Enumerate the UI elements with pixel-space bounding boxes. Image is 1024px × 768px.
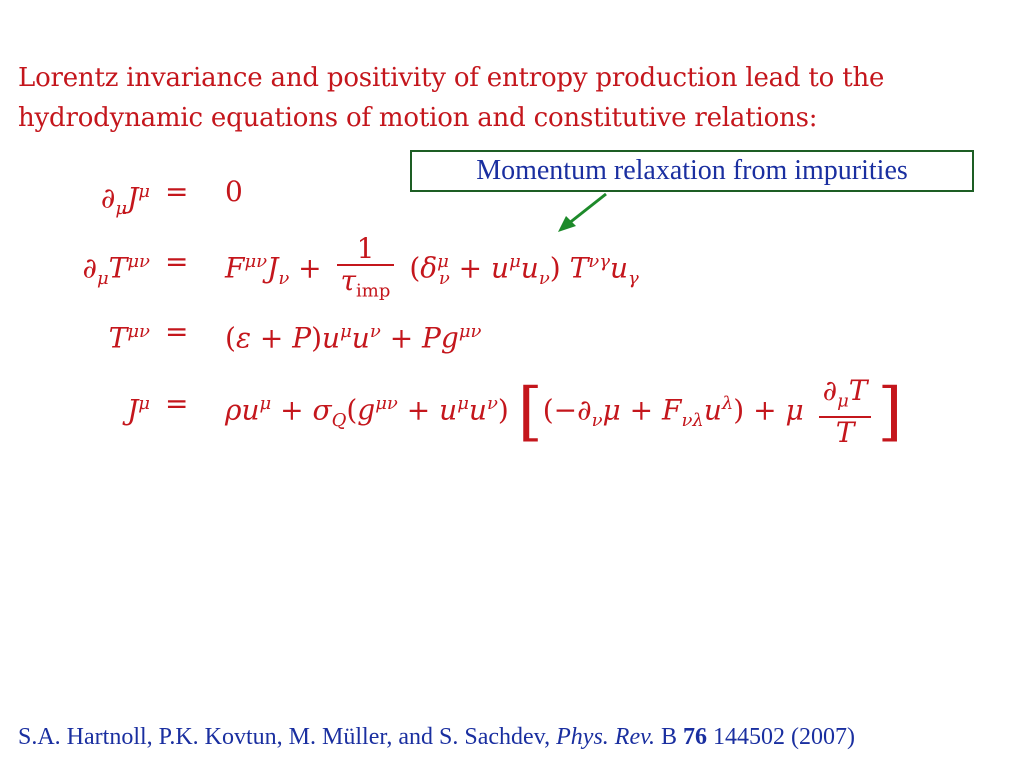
eq2-lhs: $\partial_\mu T^{\mu\nu}$ (82, 251, 150, 289)
equation-current (0, 373, 1024, 450)
equation-current-conservation (0, 162, 1024, 222)
eq4-fraction (819, 373, 872, 450)
eq4-rhs: $\rho u^\mu + \sigma_Q(g^{\mu\nu} + u^\mu u^\nu) [(-\partial_\nu\mu + F_{\nu\lambda}u^\lambda) + \mu$ $\frac{\partial_\mu T}{T}$ ] (225, 373, 903, 450)
citation-authors: S.A. Hartnoll, P.K. Kovtun, M. Müller, and S. Sachdev, (18, 724, 551, 750)
equation-stress-tensor (0, 302, 1024, 362)
eq1-equals: = (165, 175, 189, 208)
eq4-frac-num: $\partial_\mu T$ (819, 376, 872, 419)
intro-line-2: hydrodynamic equations of motion and constitutive relations: (18, 103, 818, 133)
intro-line-1: Lorentz invariance and positivity of entropy production lead to the (18, 63, 885, 93)
right-bracket: ] (877, 374, 903, 449)
eq1-lhs: $\partial_\mu J^\mu$ (100, 181, 150, 219)
eq2-frac-num: 1 (337, 234, 395, 266)
eq3-rhs: $(\varepsilon + P)u^\mu u^\nu + Pg^{\mu\nu}$ (225, 321, 482, 355)
annotation-label: Momentum relaxation from impurities (476, 155, 908, 186)
left-bracket: [ (517, 374, 543, 449)
eq2-frac-den: $\tau_{imp}$ (340, 263, 391, 302)
eq2-rhs: $F^{\mu\nu}J_\nu$ + $\frac{1}{\tau_{imp}}$ $(\delta^\mu_\nu + u^\mu u_\nu)$ $T^{\nu\gamma}u_\gamma$ (225, 232, 639, 309)
citation-journal: Phys. Rev. (556, 724, 655, 750)
citation-volume: 76 (682, 724, 707, 750)
eq2-fraction (337, 231, 395, 307)
eq3-lhs: $T^{\mu\nu}$ (108, 321, 150, 355)
citation-pages-year: 144502 (2007) (712, 724, 855, 750)
eq4-frac-den: T (835, 416, 855, 450)
eq4-equals: = (165, 387, 189, 420)
eq1-rhs: 0 (225, 175, 243, 208)
citation (18, 724, 1018, 751)
eq3-equals: = (165, 315, 189, 348)
eq4-lhs: $J^\mu$ (127, 393, 150, 427)
eq2-equals: = (165, 245, 189, 278)
citation-series: B (660, 724, 677, 750)
equation-energy-momentum (0, 231, 1024, 302)
